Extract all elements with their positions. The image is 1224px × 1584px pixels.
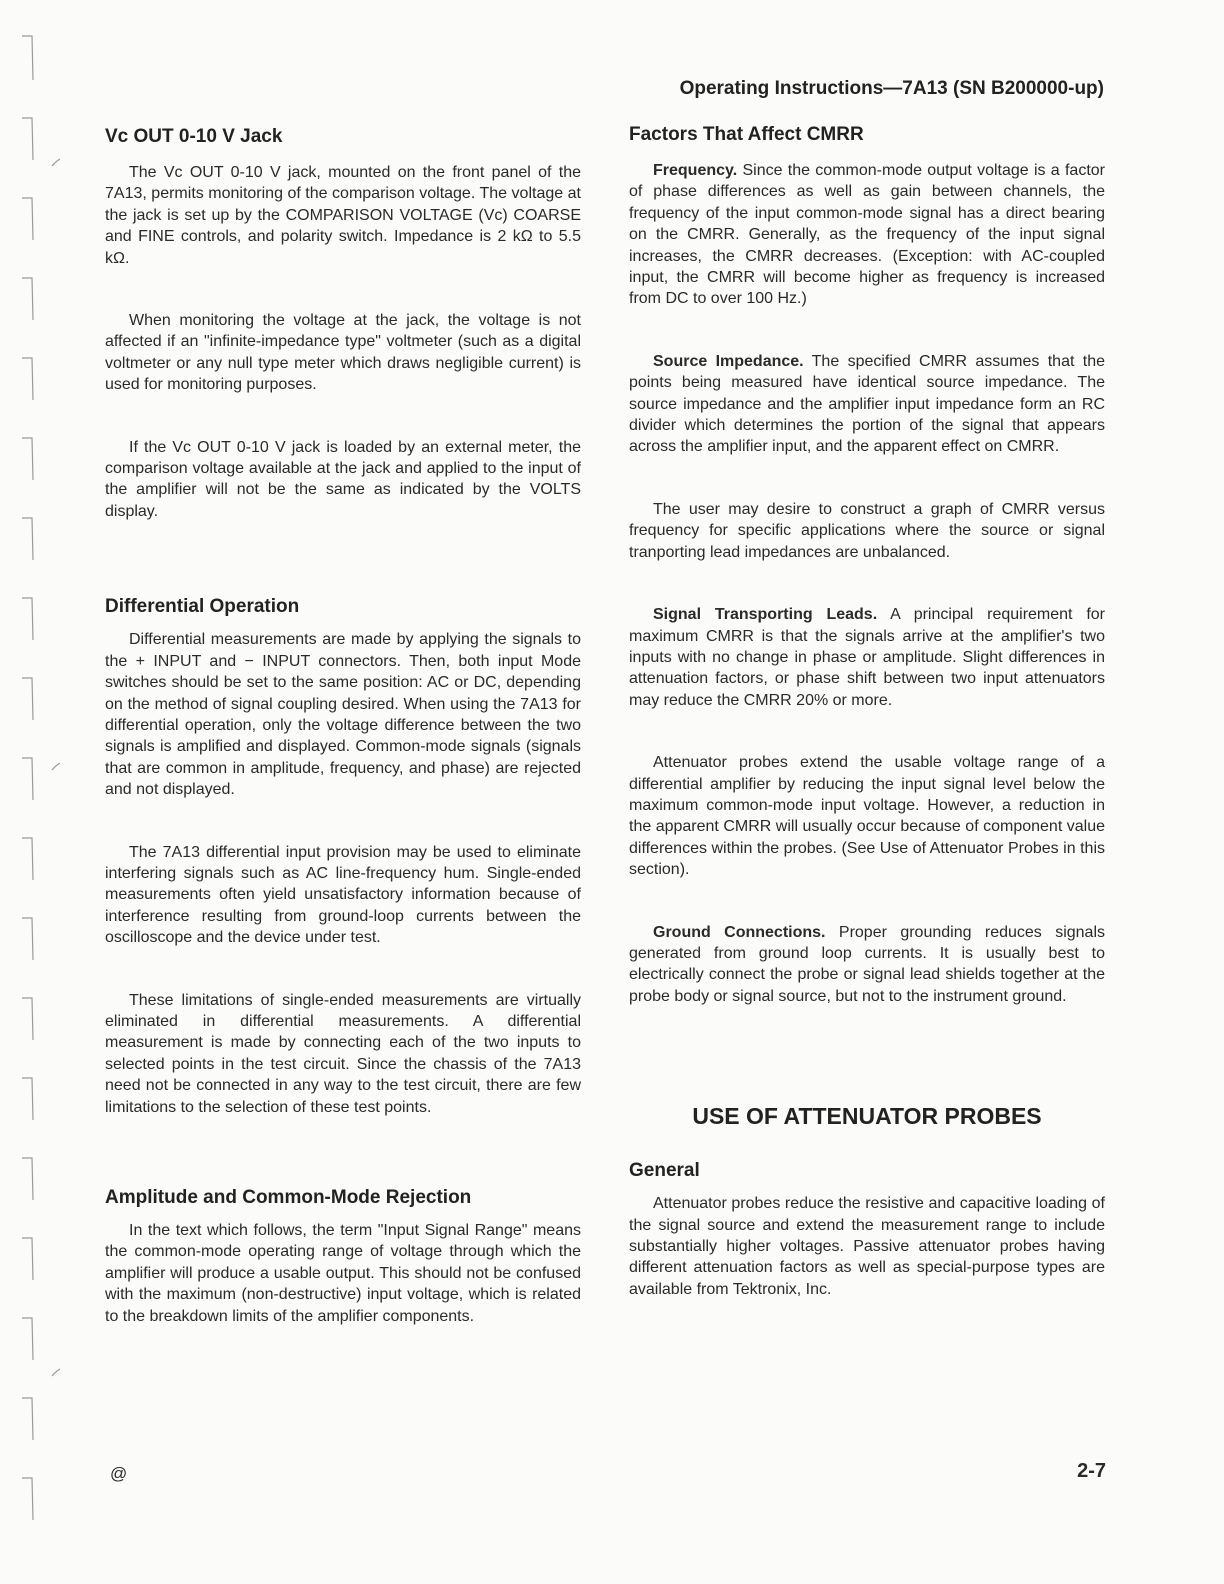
vc-paragraph-2: When monitoring the voltage at the jack, the voltage is not affected if an "infinite-impedance type" voltmeter (such as a digital voltmeter or any null type meter which draws negligible current) is used for monitoring purposes.: [105, 312, 581, 394]
amplitude-cmr-heading: Amplitude and Common-Mode Rejection: [105, 1187, 472, 1208]
graph-paragraph: The user may desire to construct a graph of CMRR versus frequency for specific applications where the source or signal tranporting lead impedances are unbalanced.: [629, 500, 1105, 561]
frequency-lead: Frequency.: [653, 162, 738, 179]
general-paragraph: Attenuator probes reduce the resistive and capacitive loading of the signal source and extend the measurement range to include substantially higher voltages. Passive attenuator probes having different attenuation factors as well as special-purpose types are available from Tektronix, Inc.: [629, 1195, 1105, 1298]
attenuator-probes-heading: USE OF ATTENUATOR PROBES: [692, 1103, 1042, 1130]
differential-paragraph-2: The 7A13 differential input provision may be used to eliminate interfering signals such as AC line-frequency hum. Single-ended measurements often yield unsatisfactory information because of interference resulting from ground-loop currents between the oscilloscope and the device under test.: [105, 843, 581, 947]
footer-mark: @: [110, 1464, 128, 1483]
differential-operation-heading: Differential Operation: [105, 596, 300, 618]
vc-paragraph-1: The Vc OUT 0-10 V jack, mounted on the front panel of the 7A13, permits monitoring of the comparison voltage. The voltage at the jack is set up by the COMPARISON VOLTAGE (Vc) COARSE and FINE controls, and polarity switch. Impedance is 2 kΩ to 5.5 kΩ.: [105, 164, 581, 267]
ground-connections-lead: Ground Connections.: [653, 923, 826, 941]
differential-paragraph-3: These limitations of single-ended measurements are virtually eliminated in differential measurements. A differential measurement is made by connecting each of the two inputs to selected points in the test circuit. Since the chassis of the 7A13 need not be connected in any way to the test circuit, there are few limitations to the selection of these test points.: [105, 991, 581, 1116]
amplitude-paragraph-1: In the text which follows, the term "Input Signal Range" means the common-mode operating range of voltage through which the amplifier will produce a usable output. This should not be confused with the maximum (non-destructive) input voltage, which is related to the breakdown limits of the amplifier components.: [105, 1222, 581, 1325]
page-number: 2-7: [1077, 1460, 1106, 1482]
binding-margin-marks: [0, 0, 60, 1584]
factors-cmrr-heading: Factors That Affect CMRR: [629, 124, 864, 145]
signal-leads-paragraph: Signal Transporting Leads. A principal requirement for maximum CMRR is that the signals arrive at the amplifier's two inputs with no change in phase or amplitude. Slight differences in attenuation factors, or phase shift between two input attenuators may reduce the CMRR 20% or more.: [629, 606, 1105, 709]
source-impedance-lead: Source Impedance.: [653, 352, 804, 370]
signal-leads-lead: Signal Transporting Leads.: [653, 606, 878, 624]
source-impedance-paragraph: Source Impedance. The specified CMRR assumes that the points being measured have identical source impedance. The source impedance and the amplifier input impedance form an RC divider which determines the portion of the signal that appears across the amplifier input, and the apparent effect on CMRR.: [629, 352, 1105, 456]
general-heading: General: [629, 1160, 700, 1182]
attenuator-paragraph: Attenuator probes extend the usable voltage range of a differential amplifier by reducing the input signal level below the maximum common-mode input voltage. However, a reduction in the apparent CMRR will usually occur because of component value differences within the probes. (See Use of Attenuator Probes in this section).: [629, 754, 1105, 879]
right-column: [629, 124, 1105, 1300]
frequency-paragraph: Frequency. Since the common-mode output voltage is a factor of phase differences as well as gain between channels, the frequency of the input common-mode signal has a direct bearing on the CMRR. Generally, as the frequency of the input signal increases, the CMRR decreases. (Exception: with AC-coupled input, the CMRR will become higher as frequency is increased from DC to over 100 Hz.): [629, 162, 1105, 308]
left-column: [105, 126, 581, 1327]
vc-out-heading: Vc OUT 0-10 V Jack: [105, 126, 283, 147]
differential-paragraph-1: Differential measurements are made by applying the signals to the + INPUT and − INPUT connectors. Then, both input Mode switches should be set to the same position: AC or DC, depending on the method of signal coupling desired. When using the 7A13 for differential operation, only the voltage difference between the two signals is amplified and displayed. Common-mode signals (signals that are common in amplitude, frequency, and phase) are rejected and not displayed.: [105, 631, 581, 799]
running-header: Operating Instructions—7A13 (SN B200000-up): [679, 78, 1104, 99]
vc-paragraph-3: If the Vc OUT 0-10 V jack is loaded by an external meter, the comparison voltage available at the jack and applied to the input of the amplifier will not be the same as indicated by the VOLTS display.: [105, 438, 581, 520]
ground-connections-paragraph: Ground Connections. Proper grounding reduces signals generated from ground loop currents. It is usually best to electrically connect the probe or signal lead shields together at the probe body or signal source, but not to the instrument ground.: [629, 923, 1106, 1005]
